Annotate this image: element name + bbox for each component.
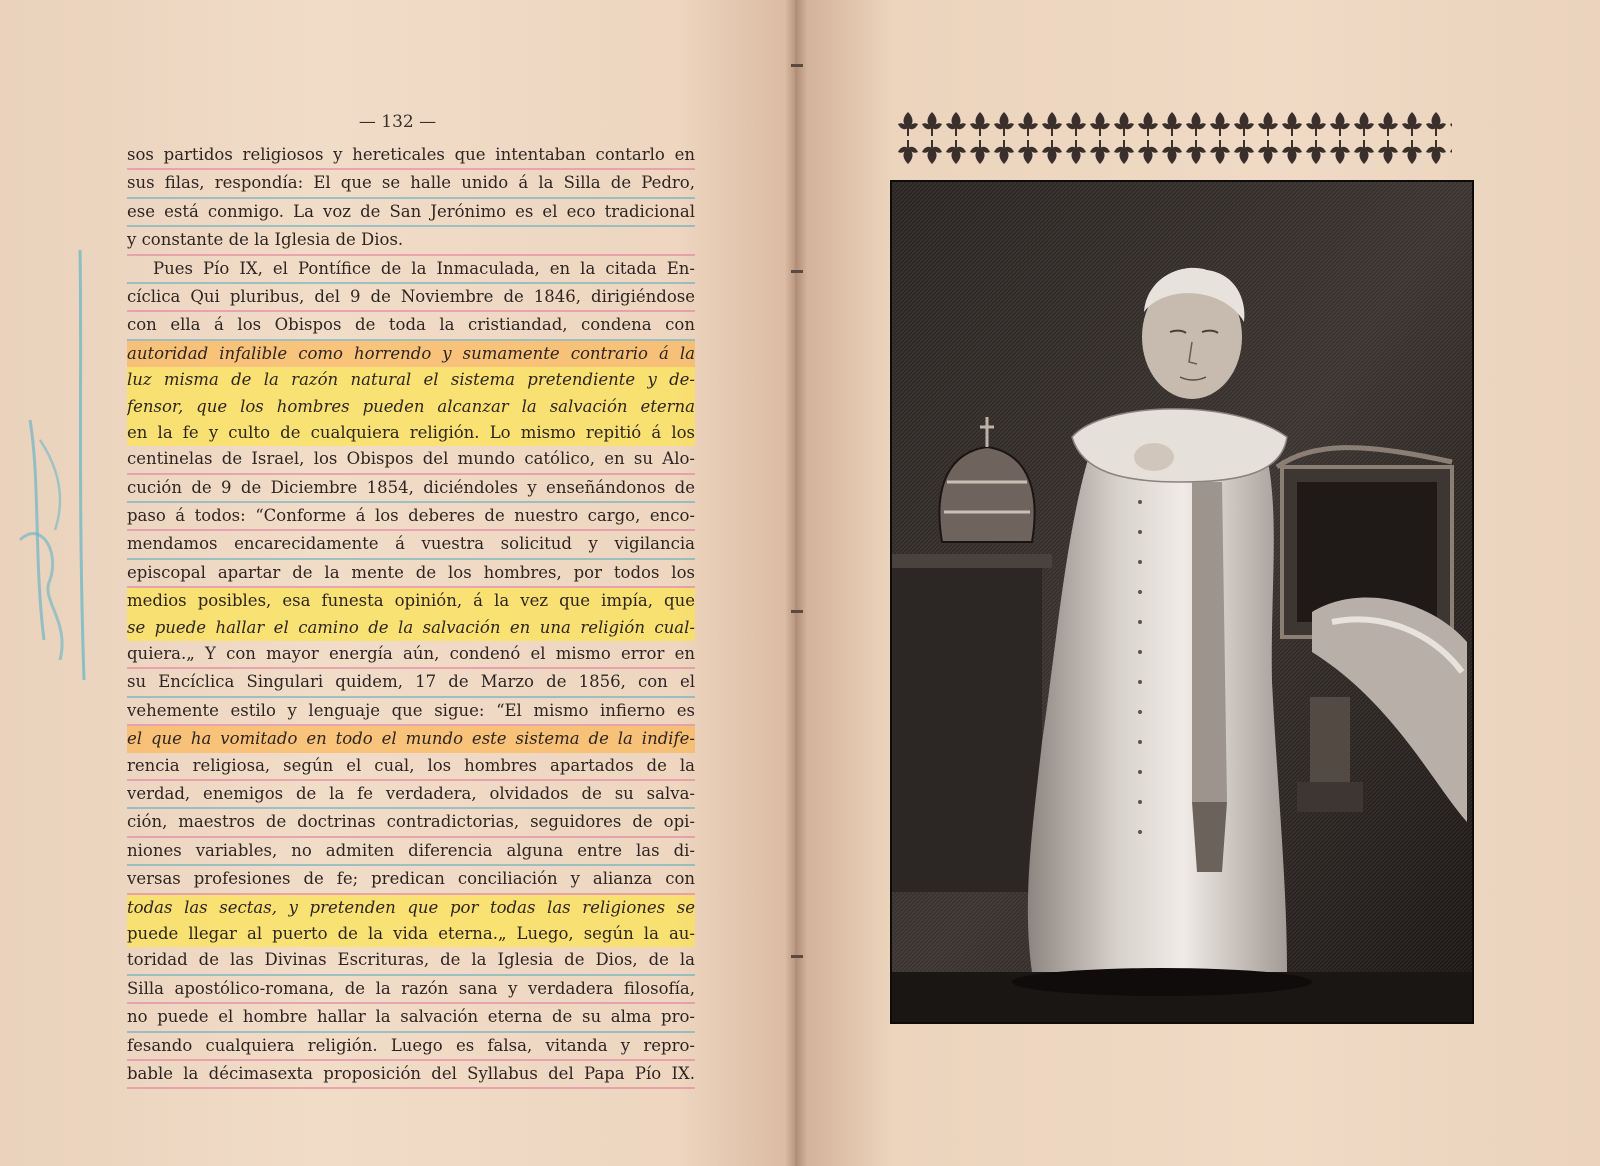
- text-line: verdad, enemigos de la fe verdadera, olvidados de su salva-: [127, 781, 695, 809]
- highlighted-text-line: autoridad infalible como horrendo y sumamente contrario á la: [127, 341, 695, 367]
- pope-portrait-illustration: [892, 182, 1472, 1022]
- highlighted-text-line: se puede hallar el camino de la salvación en una religión cual-: [127, 615, 695, 641]
- binding-stitch: [791, 64, 803, 67]
- highlighted-text-line: en la fe y culto de cualquiera religión. Lo mismo repitió á los: [127, 420, 695, 446]
- highlighted-text-line: puede llegar al puerto de la vida eterna.„ Luego, según la au-: [127, 921, 695, 947]
- highlighted-text-line: medios posibles, esa funesta opinión, á la vez que impía, que: [127, 588, 695, 614]
- text-line: vehemente estilo y lenguaje que sigue: “El mismo infierno es: [127, 698, 695, 726]
- portrait-engraving: [890, 180, 1474, 1024]
- handwritten-margin-mark: [10, 240, 100, 700]
- left-page: [0, 0, 795, 1166]
- binding-stitch: [791, 270, 803, 273]
- book-gutter: [785, 0, 807, 1166]
- page-number: — 132 —: [358, 112, 437, 132]
- text-line: sos partidos religiosos y hereticales que intentaban contarlo en: [127, 142, 695, 170]
- text-line: Silla apostólico-romana, de la razón sana y verdadera filosofía,: [127, 976, 695, 1004]
- text-line: fesando cualquiera religión. Luego es falsa, vitanda y repro-: [127, 1033, 695, 1061]
- text-line: sus filas, respondía: El que se halle unido á la Silla de Pedro,: [127, 170, 695, 198]
- text-line: y constante de la Iglesia de Dios.: [127, 227, 695, 255]
- text-line: con ella á los Obispos de toda la cristiandad, condena con: [127, 312, 695, 340]
- text-line: episcopal apartar de la mente de los hombres, por todos los: [127, 560, 695, 588]
- text-line: cución de 9 de Diciembre 1854, diciéndoles y enseñándonos de: [127, 475, 695, 503]
- text-line: su Encíclica Singulari quidem, 17 de Marzo de 1856, con el: [127, 669, 695, 697]
- text-line: Pues Pío IX, el Pontífice de la Inmaculada, en la citada En-: [127, 256, 695, 284]
- highlighted-text-line: luz misma de la razón natural el sistema pretendiente y de-: [127, 367, 695, 393]
- text-line: quiera.„ Y con mayor energía aún, condenó el mismo error en: [127, 641, 695, 669]
- text-line: ción, maestros de doctrinas contradictorias, seguidores de opi-: [127, 809, 695, 837]
- text-line: ese está conmigo. La voz de San Jerónimo es el eco tradicional: [127, 199, 695, 227]
- binding-stitch: [791, 955, 803, 958]
- text-line: centinelas de Israel, los Obispos del mundo católico, en su Alo-: [127, 446, 695, 474]
- text-line: no puede el hombre hallar la salvación eterna de su alma pro-: [127, 1004, 695, 1032]
- highlighted-text-line: el que ha vomitado en todo el mundo este sistema de la indife-: [127, 726, 695, 752]
- text-line: bable la décimasexta proposición del Syllabus del Papa Pío IX.: [127, 1061, 695, 1089]
- text-line: mendamos encarecidamente á vuestra solicitud y vigilancia: [127, 531, 695, 559]
- text-line: versas profesiones de fe; predican conciliación y alianza con: [127, 866, 695, 894]
- text-line: cíclica Qui pluribus, del 9 de Noviembre de 1846, dirigiéndose: [127, 284, 695, 312]
- text-line: toridad de las Divinas Escrituras, de la Iglesia de Dios, de la: [127, 947, 695, 975]
- text-line: niones variables, no admiten diferencia alguna entre las di-: [127, 838, 695, 866]
- binding-stitch: [791, 610, 803, 613]
- body-text: [127, 142, 695, 1089]
- highlighted-text-line: todas las sectas, y pretenden que por todas las religiones se: [127, 895, 695, 921]
- highlighted-text-line: fensor, que los hombres pueden alcanzar la salvación eterna: [127, 394, 695, 420]
- text-line: paso á todos: “Conforme á los deberes de nuestro cargo, enco-: [127, 503, 695, 531]
- ornamental-border: [896, 110, 1452, 166]
- text-line: rencia religiosa, según el cual, los hombres apartados de la: [127, 753, 695, 781]
